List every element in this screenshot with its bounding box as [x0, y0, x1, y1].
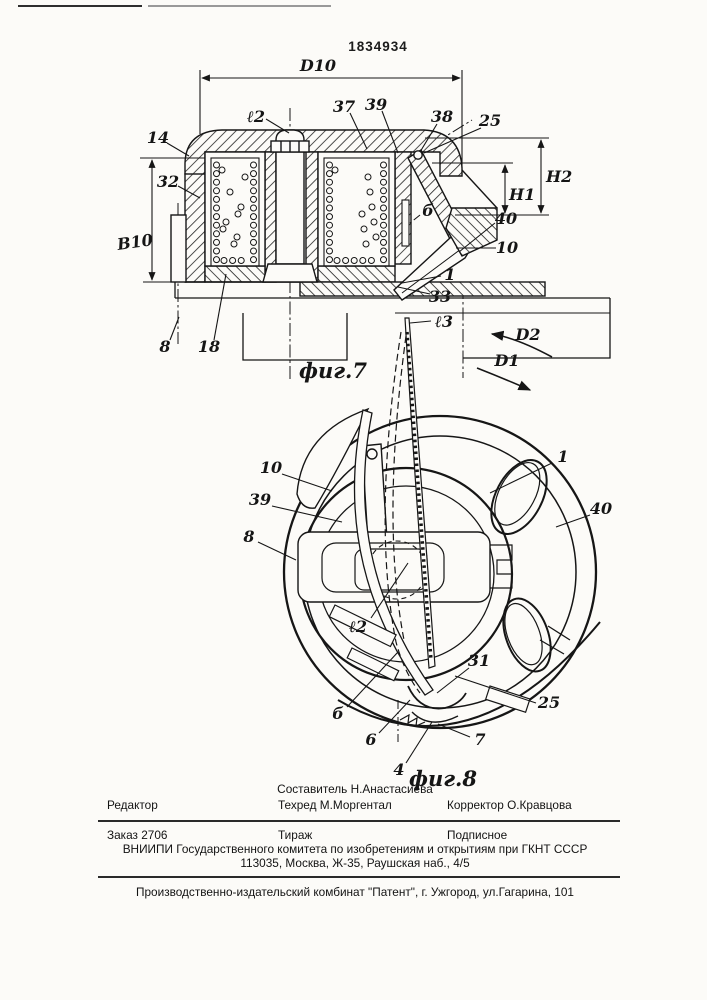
imprint-podpisnoe: Подписное: [447, 828, 508, 842]
fig8-label-1: 1: [557, 447, 569, 466]
imprint-order: Заказ 2706: [107, 828, 168, 842]
imprint-techred: Техред М.Моргентал: [278, 798, 392, 812]
fig8-label-25: 25: [537, 693, 561, 712]
fig7-dim-d10-label: D10: [299, 56, 337, 75]
imprint-corrector: Корректор О.Кравцова: [447, 798, 572, 812]
fig7-label-40: 40: [494, 209, 518, 228]
fig8-label-l3: ℓ3: [435, 312, 453, 331]
fig8-label-4: 4: [393, 760, 405, 779]
fig7-label-38: 38: [430, 107, 454, 126]
fig7-label-l2: ℓ2: [247, 107, 265, 126]
imprint-vniipi-line2: 113035, Москва, Ж-35, Раушская наб., 4/5: [240, 856, 470, 870]
imprint-publisher: Производственно-издательский комбинат "Патент", г. Ужгород, ул.Гагарина, 101: [136, 885, 574, 899]
fig7-label-37: 37: [332, 97, 356, 116]
fig7-label-39: 39: [364, 95, 388, 114]
fig7-dim-h1-label: H1: [509, 185, 536, 204]
patent-number: 1834934: [348, 39, 408, 54]
fig7-label-1: 1: [444, 265, 456, 284]
fig8-label-d1: D1: [494, 351, 520, 370]
fig8-label-8: 8: [243, 527, 255, 546]
fig8-drawing: [242, 312, 612, 791]
imprint-vniipi-line1: ВНИИПИ Государственного комитета по изобретениям и открытиям при ГКНТ СССР: [122, 842, 588, 856]
fig7-caption: фиг.7: [299, 358, 367, 383]
fig7-label-10: 10: [495, 238, 519, 257]
fig7-dim-h2-label: H2: [546, 167, 573, 186]
fig7-label-32: 32: [156, 172, 180, 191]
fig8-label-b: б: [332, 704, 344, 723]
fig7-label-33: 33: [428, 287, 452, 306]
fig7-dim-b10-label: B10: [115, 230, 155, 254]
fig8-label-d2: D2: [515, 325, 541, 344]
fig7-label-18: 18: [197, 337, 221, 356]
fig7-label-8: 8: [159, 337, 171, 356]
fig8-caption: фиг.8: [409, 766, 477, 791]
imprint-tirazh: Тираж: [278, 828, 313, 842]
imprint-editor: Редактор: [107, 798, 158, 812]
fig8-label-31: 31: [467, 651, 491, 670]
fig8-label-39: 39: [248, 490, 272, 509]
imprint-compiler: Составитель Н.Анастасиева: [277, 782, 433, 796]
fig8-label-l2: ℓ2: [349, 617, 367, 636]
fig7-label-b: б: [422, 201, 434, 220]
fig7-label-25: 25: [478, 111, 502, 130]
fig8-label-40: 40: [589, 499, 613, 518]
fig8-label-6: 6: [365, 730, 377, 749]
fig7-left-pipe: [171, 215, 186, 282]
fig8-label-7: 7: [474, 730, 486, 749]
d1-arrow: [477, 368, 530, 390]
fig8-label-10: 10: [259, 458, 283, 477]
fig7-label-14: 14: [146, 128, 170, 147]
